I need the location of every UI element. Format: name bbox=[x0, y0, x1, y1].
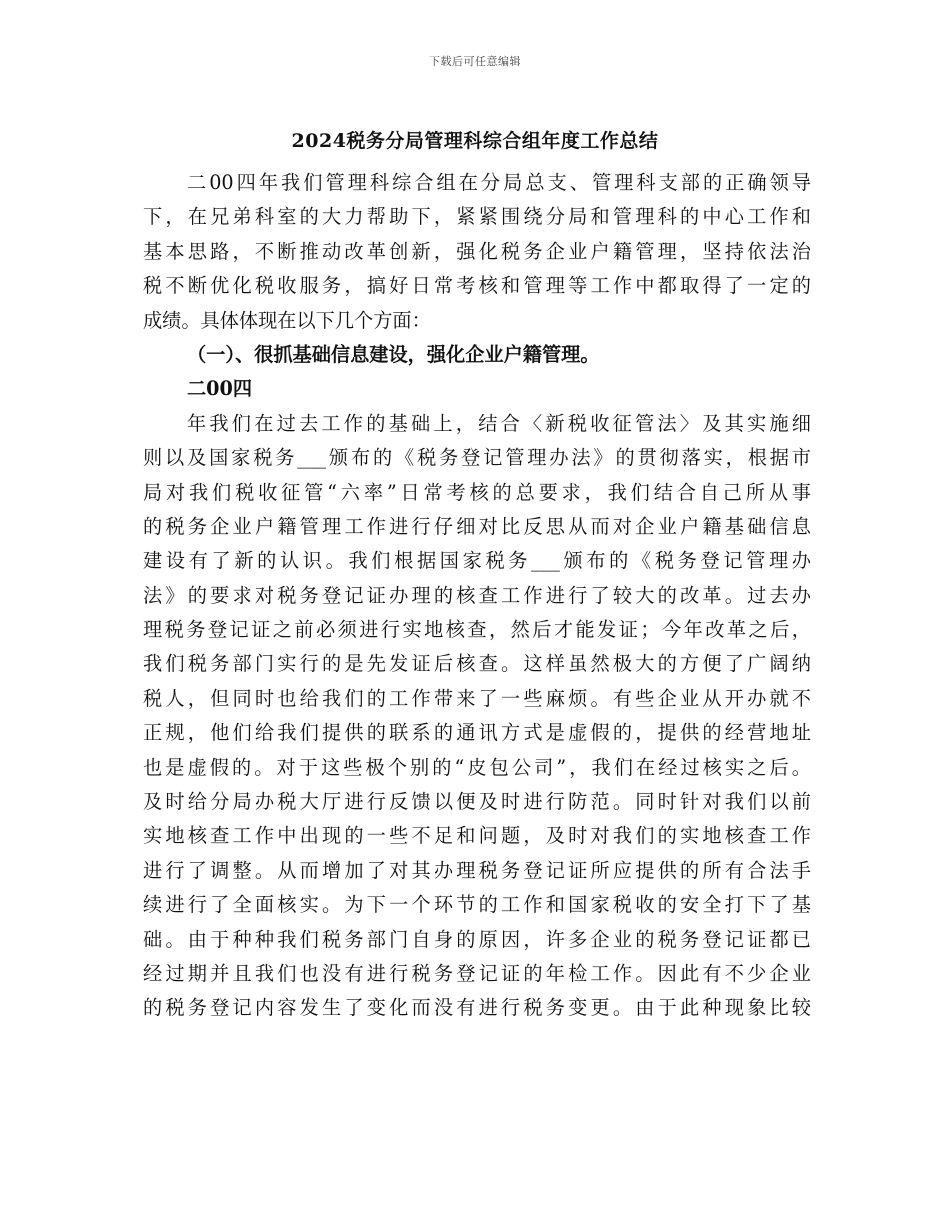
paragraph-line: 下，在兄弟科室的大力帮助下，紧紧围绕分局和管理科的中心工作和 bbox=[143, 205, 811, 229]
paragraph-line: 的税务登记内容发生了变化而没有进行税务变更。由于此种现象比较 bbox=[143, 996, 811, 1020]
paragraph-line: 理税务登记证之前必须进行实地核查，然后才能发证；今年改革之后， bbox=[143, 618, 811, 642]
paragraph-line: 局对我们税收征管“六率”日常考核的总要求，我们结合自己所从事 bbox=[143, 480, 811, 504]
paragraph-line: 成绩。具体体现在以下几个方面： bbox=[143, 308, 431, 332]
paragraph-line: 及时给分局办税大厅进行反馈以便及时进行防范。同时针对我们以前 bbox=[143, 790, 811, 814]
paragraph-line: 础。由于种种我们税务部门自身的原因，许多企业的税务登记证都已 bbox=[143, 927, 811, 951]
section-heading: （一）、很抓基础信息建设，强化企业户籍管理。 bbox=[187, 342, 600, 366]
paragraph-line: 正规，他们给我们提供的联系的通讯方式是虚假的，提供的经营地址 bbox=[143, 721, 811, 745]
paragraph-line: 建设有了新的认识。我们根据国家税务___颁布的《税务登记管理办 bbox=[143, 549, 811, 573]
paragraph-line: 则以及国家税务___颁布的《税务登记管理办法》的贯彻落实，根据市 bbox=[143, 446, 811, 470]
section-subheading: 二00四 bbox=[187, 377, 253, 401]
paragraph-line: 的税务企业户籍管理工作进行仔细对比反思从而对企业户籍基础信息 bbox=[143, 514, 811, 538]
paragraph-line: 进行了调整。从而增加了对其办理税务登记证所应提供的所有合法手 bbox=[143, 858, 811, 882]
document-title: 2024税务分局管理科综合组年度工作总结 bbox=[291, 130, 659, 152]
paragraph-line: 经过期并且我们也没有进行税务登记证的年检工作。因此有不少企业 bbox=[143, 961, 811, 985]
paragraph-line: 法》的要求对税务登记证办理的核查工作进行了较大的改革。过去办 bbox=[143, 583, 811, 607]
paragraph-line: 年我们在过去工作的基础上，结合〈新税收征管法〉及其实施细 bbox=[187, 411, 811, 435]
paragraph-line: 税不断优化税收服务，搞好日常考核和管理等工作中都取得了一定的 bbox=[143, 274, 811, 298]
document-body bbox=[143, 166, 811, 1026]
paragraph-line: 二00四年我们管理科综合组在分局总支、管理科支部的正确领导 bbox=[187, 171, 811, 194]
paragraph-line: 税人，但同时也给我们的工作带来了一些麻烦。有些企业从开办就不 bbox=[143, 686, 811, 710]
paragraph-line: 也是虚假的。对于这些极个别的“皮包公司”，我们在经过核实之后。 bbox=[143, 755, 811, 779]
paragraph-line: 续进行了全面核实。为下一个环节的工作和国家税收的安全打下了基 bbox=[143, 893, 811, 917]
paragraph-line: 实地核查工作中出现的一些不足和问题，及时对我们的实地核查工作 bbox=[143, 824, 811, 848]
page-header: 下载后可任意编辑 bbox=[429, 55, 521, 68]
paragraph-line: 我们税务部门实行的是先发证后核查。这样虽然极大的方便了广阔纳 bbox=[143, 652, 811, 676]
paragraph-line: 基本思路，不断推动改革创新，强化税务企业户籍管理，坚持依法治 bbox=[143, 239, 811, 263]
